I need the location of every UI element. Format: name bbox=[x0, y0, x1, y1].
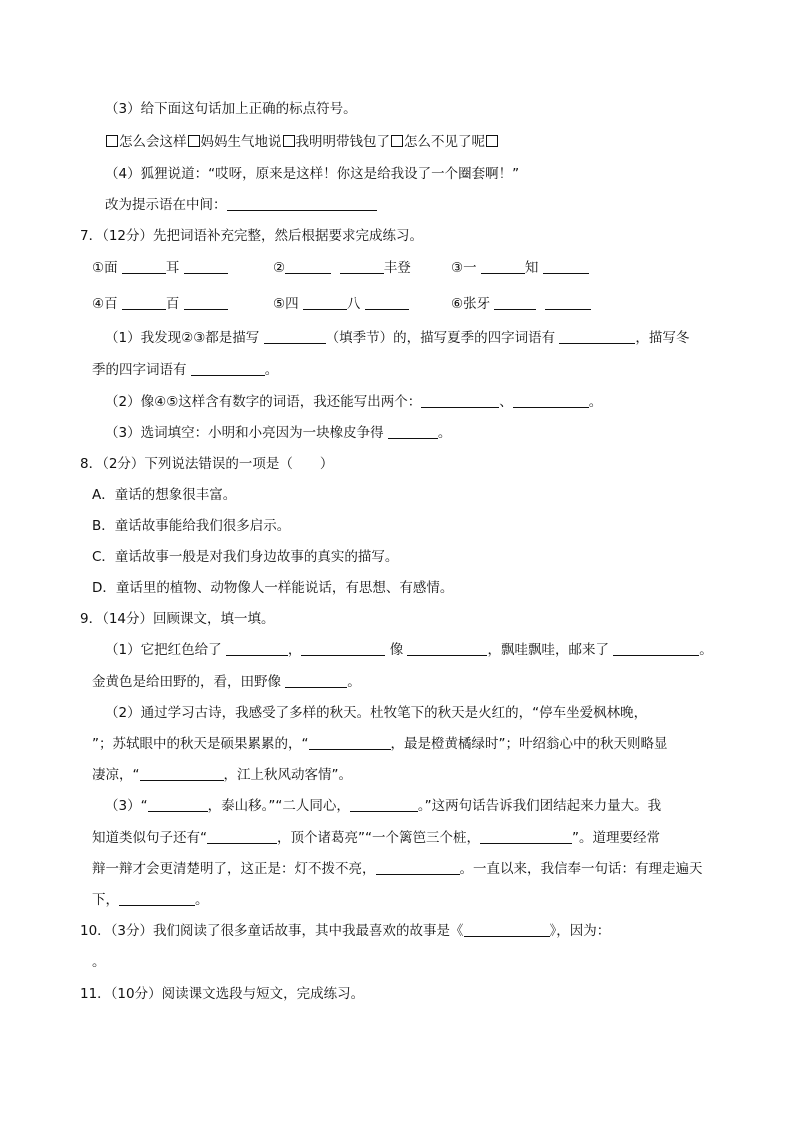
answer-blank[interactable] bbox=[207, 829, 277, 844]
answer-blank[interactable] bbox=[613, 641, 699, 656]
blank-box[interactable] bbox=[106, 135, 118, 147]
q7-word-1: ①面 耳 bbox=[92, 259, 228, 277]
q11-header: 11．（10分）阅读课文选段与短文，完成练习。 bbox=[80, 986, 365, 1002]
answer-blank[interactable] bbox=[227, 196, 377, 211]
answer-blank[interactable] bbox=[264, 329, 326, 344]
answer-blank[interactable] bbox=[184, 259, 228, 274]
q9-sub2-line2: ”；苏轼眼中的秋天是硕果累累的，“ ，最是橙黄橘绿时”；叶绍翁心中的秋天则略显 bbox=[92, 736, 668, 752]
q10-line2: 。 bbox=[92, 954, 106, 970]
q7-sub2: （2）像④⑤这样含有数字的词语，我还能写出两个： 、 。 bbox=[105, 394, 603, 410]
answer-blank[interactable] bbox=[559, 329, 635, 344]
blank-box[interactable] bbox=[391, 135, 403, 147]
blank-box[interactable] bbox=[188, 135, 200, 147]
blank-box[interactable] bbox=[283, 135, 295, 147]
answer-blank[interactable] bbox=[148, 797, 208, 812]
answer-blank[interactable] bbox=[513, 393, 589, 408]
answer-blank[interactable] bbox=[543, 259, 589, 274]
answer-blank[interactable] bbox=[285, 259, 331, 274]
answer-blank[interactable] bbox=[285, 673, 347, 688]
q9-header: 9．（14分）回顾课文，填一填。 bbox=[80, 611, 275, 627]
q8-option-d[interactable]: D．童话里的植物、动物像人一样能说话，有思想、有感情。 bbox=[92, 580, 454, 596]
q6-sub4-instruction: 改为提示语在中间： bbox=[105, 196, 377, 214]
q7-sub1-line2: 季的四字词语有 。 bbox=[92, 362, 279, 378]
answer-blank[interactable] bbox=[309, 735, 391, 750]
answer-blank[interactable] bbox=[226, 641, 288, 656]
answer-blank[interactable] bbox=[122, 259, 166, 274]
q6-sub3-label: （3）给下面这句话加上正确的标点符号。 bbox=[105, 101, 357, 117]
q6-sub4-label: （4）狐狸说道：“哎呀，原来是这样！你这是给我设了一个圈套啊！” bbox=[105, 166, 520, 182]
q7-word-6: ⑥张牙 bbox=[451, 295, 591, 313]
answer-blank[interactable] bbox=[494, 295, 536, 310]
q9-sub3-line1: （3）“ ，泰山移。”“二人同心， 。”这两句话告诉我们团结起来力量大。我 bbox=[105, 798, 662, 814]
q7-word-5: ⑤四 八 bbox=[273, 295, 409, 313]
q7-sub3: （3）选词填空：小明和小亮因为一块橡皮争得 。 bbox=[105, 425, 452, 441]
answer-blank[interactable] bbox=[388, 424, 438, 439]
q7-word-3: ③一 知 bbox=[451, 259, 589, 277]
answer-blank[interactable] bbox=[119, 891, 195, 906]
q9-sub1-line2: 金黄色是给田野的，看，田野像 。 bbox=[92, 674, 361, 690]
answer-blank[interactable] bbox=[122, 295, 166, 310]
q9-sub2-line3: 凄凉，“ ，江上秋风动客情”。 bbox=[92, 767, 352, 783]
answer-blank[interactable] bbox=[480, 829, 572, 844]
q8-option-a[interactable]: A．童话的想象很丰富。 bbox=[92, 487, 237, 503]
q9-sub3-line4: 下， 。 bbox=[92, 892, 209, 908]
q7-word-4: ④百 百 bbox=[92, 295, 228, 313]
q8-option-c[interactable]: C．童话故事一般是对我们身边故事的真实的描写。 bbox=[92, 549, 399, 565]
answer-blank[interactable] bbox=[140, 766, 224, 781]
blank-box[interactable] bbox=[486, 135, 498, 147]
answer-blank[interactable] bbox=[184, 295, 228, 310]
q8-option-b[interactable]: B．童话故事能给我们很多启示。 bbox=[92, 518, 291, 534]
q8-header: 8．（2分）下列说法错误的一项是（ ） bbox=[80, 456, 334, 472]
answer-blank[interactable] bbox=[545, 295, 591, 310]
answer-blank[interactable] bbox=[301, 641, 385, 656]
q9-sub3-line2: 知道类似句子还有“ ，顶个诸葛亮”“一个篱笆三个桩， ”。道理要经常 bbox=[92, 830, 660, 846]
answer-blank[interactable] bbox=[365, 295, 409, 310]
q9-sub3-line3: 辩一辩才会更清楚明了，这正是：灯不拨不亮， 。一直以来，我信奉一句话：有理走遍天 bbox=[92, 861, 703, 877]
q7-sub1-line1: （1）我发现②③都是描写 （填季节）的，描写夏季的四字词语有 ，描写冬 bbox=[105, 330, 690, 346]
q10-line1: 10．（3分）我们阅读了很多童话故事，其中我最喜欢的故事是《 》，因为： bbox=[80, 923, 611, 939]
answer-blank[interactable] bbox=[340, 259, 384, 274]
q7-word-2: ② 丰登 bbox=[273, 260, 411, 276]
answer-blank[interactable] bbox=[350, 797, 418, 812]
q9-sub1-line1: （1）它把红色给了 ， 像 ，飘哇飘哇，邮来了 。 bbox=[105, 642, 713, 658]
answer-blank[interactable] bbox=[481, 259, 525, 274]
answer-blank[interactable] bbox=[421, 393, 499, 408]
answer-blank[interactable] bbox=[303, 295, 347, 310]
answer-blank[interactable] bbox=[464, 922, 550, 937]
q7-header: 7．（12分）先把词语补充完整，然后根据要求完成练习。 bbox=[80, 228, 424, 244]
answer-blank[interactable] bbox=[191, 361, 265, 376]
q6-sub3-sentence: 怎么会这样 妈妈生气地说 我明明带钱包了 怎么不见了呢 bbox=[105, 133, 499, 151]
answer-blank[interactable] bbox=[407, 641, 487, 656]
q9-sub2-line1: （2）通过学习古诗，我感受了多样的秋天。杜牧笔下的秋天是火红的，“停车坐爱枫林晚， bbox=[105, 705, 648, 721]
answer-blank[interactable] bbox=[376, 860, 460, 875]
